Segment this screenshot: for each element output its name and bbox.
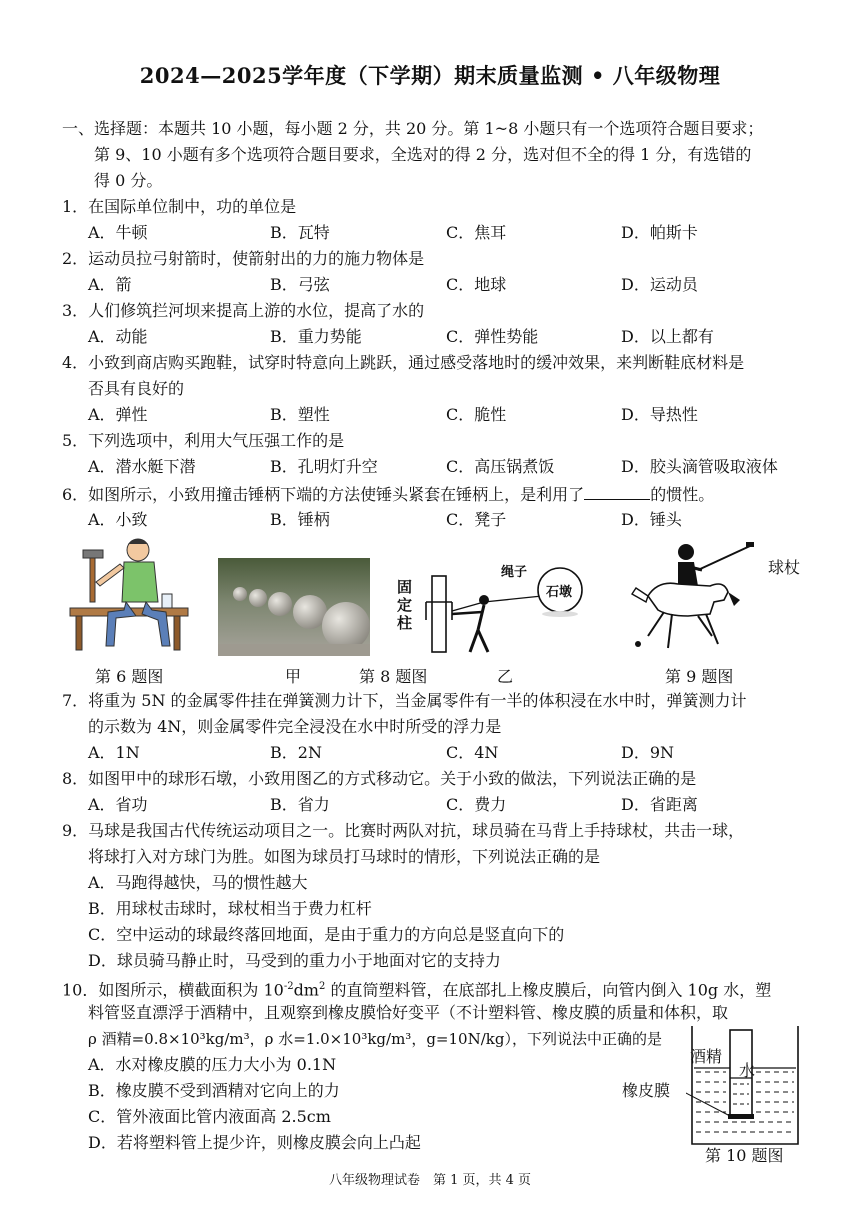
label-water: 水 — [739, 1061, 756, 1080]
q4-option-a[interactable]: A．弹性 — [88, 405, 148, 424]
q6-option-d[interactable]: D．锤头 — [621, 510, 682, 529]
q8-option-a[interactable]: A．省功 — [88, 795, 148, 814]
figure-10-tube-in-alcohol — [686, 1024, 802, 1148]
label-rope: 绳子 — [501, 565, 528, 580]
section-instruction-line3: 得 0 分。 — [94, 171, 163, 190]
q5-option-b[interactable]: B．孔明灯升空 — [270, 457, 378, 476]
q8-option-b[interactable]: B．省力 — [270, 795, 330, 814]
q9-option-b[interactable]: B．用球杖击球时，球杖相当于费力杠杆 — [88, 899, 372, 918]
q5-option-c[interactable]: C．高压锅煮饭 — [446, 457, 555, 476]
q7-stem-line2: 的示数为 4N，则金属零件完全浸没在水中时所受的浮力是 — [88, 717, 502, 736]
section-instruction-line2: 第 9、10 小题有多个选项符合题目要求，全选对的得 2 分，选对但不全的得 1 分，有选错的 — [94, 145, 752, 164]
section-instruction-line1: 一、选择题：本题共 10 小题，每小题 2 分，共 20 分。第 1~8 小题只有一个选项符合题目要求； — [62, 119, 764, 138]
q4-option-c[interactable]: C．脆性 — [446, 405, 507, 424]
q5-stem: 5．下列选项中，利用大气压强工作的是 — [62, 431, 345, 450]
figure-9-polo-rider — [628, 540, 758, 658]
figure-8-stone-balls-photo — [218, 558, 370, 656]
q9-stem-line1: 9．马球是我国古代传统运动项目之一。比赛时两队对抗，球员骑在马背上手持球杖，共击一球， — [62, 821, 745, 840]
fig8-caption: 第 8 题图 — [359, 667, 428, 686]
q6-answer-blank[interactable] — [584, 481, 650, 500]
q10-option-a[interactable]: A．水对橡皮膜的压力大小为 0.1N — [88, 1055, 337, 1074]
label-polo-mallet: 球杖 — [768, 558, 801, 577]
fig10-caption: 第 10 题图 — [705, 1146, 784, 1165]
q6-option-b[interactable]: B．锤柄 — [270, 510, 330, 529]
q5-option-a[interactable]: A．潜水艇下潜 — [88, 457, 196, 476]
q4-option-b[interactable]: B．塑性 — [270, 405, 330, 424]
figure-8-rope-diagram — [392, 556, 602, 660]
q6-option-a[interactable]: A．小致 — [88, 510, 148, 529]
q10-stem-line3: ρ 酒精=0.8×10³kg/m³，ρ 水=1.0×10³kg/m³，g=10N/kg），下列说法中正确的是 — [88, 1030, 662, 1048]
q7-option-a[interactable]: A．1N — [88, 743, 140, 762]
q2-option-c[interactable]: C．地球 — [446, 275, 507, 294]
q10-stem-line1: 10．如图所示，横截面积为 $10^{-2}dm^2$ 的直筒塑料管，在底部扎上橡皮膜后，向管内倒入 10g 水，塑 — [62, 980, 772, 1000]
q3-option-b[interactable]: B．重力势能 — [270, 327, 362, 346]
page-footer: 八年级物理试卷 第 1 页，共 4 页 — [328, 1173, 532, 1188]
q5-option-d[interactable]: D．胶头滴管吸取液体 — [621, 457, 778, 476]
q10-option-c[interactable]: C．管外液面比管内液面高 2.5cm — [88, 1107, 331, 1126]
q9-stem-line2: 将球打入对方球门为胜。如图为球员打马球时的情形，下列说法正确的是 — [88, 847, 601, 866]
q7-option-b[interactable]: B．2N — [270, 743, 322, 762]
q4-option-d[interactable]: D．导热性 — [621, 405, 698, 424]
q1-option-d[interactable]: D．帕斯卡 — [621, 223, 698, 242]
q3-option-a[interactable]: A．动能 — [88, 327, 148, 346]
q4-stem-line1: 4．小致到商店购买跑鞋，试穿时特意向上跳跃，通过感受落地时的缓冲效果，来判断鞋底材料是 — [62, 353, 745, 372]
q3-option-d[interactable]: D．以上都有 — [621, 327, 714, 346]
label-rubber-membrane: 橡皮膜 — [622, 1081, 671, 1100]
q6-stem-part1: 6．如图所示，小致用撞击锤柄下端的方法使锤头紧套在锤柄上，是利用了 — [62, 485, 585, 504]
fig6-caption: 第 6 题图 — [95, 667, 164, 686]
q6-stem-part2: 的惯性。 — [650, 485, 715, 504]
fig8-yi-label: 乙 — [497, 667, 514, 686]
q3-option-c[interactable]: C．弹性势能 — [446, 327, 539, 346]
q2-option-a[interactable]: A．箭 — [88, 275, 132, 294]
q10-stem-line2: 料管竖直漂浮于酒精中，且观察到橡皮膜恰好变平（不计塑料管、橡皮膜的质量和体积，取 — [88, 1003, 729, 1022]
q1-option-b[interactable]: B．瓦特 — [270, 223, 330, 242]
q7-stem-line1: 7．将重为 5N 的金属零件挂在弹簧测力计下，当金属零件有一半的体积浸在水中时，弹簧测力计 — [62, 691, 747, 710]
q9-option-d[interactable]: D．球员骑马静止时，马受到的重力小于地面对它的支持力 — [88, 951, 501, 970]
q4-stem-line2: 否具有良好的 — [88, 379, 185, 398]
q2-option-d[interactable]: D．运动员 — [621, 275, 698, 294]
q1-option-c[interactable]: C．焦耳 — [446, 223, 507, 242]
label-stone: 石墩 — [546, 585, 573, 600]
q6-option-c[interactable]: C．凳子 — [446, 510, 507, 529]
fig9-caption: 第 9 题图 — [665, 667, 734, 686]
fig8-jia-label: 甲 — [285, 667, 302, 686]
q10-option-d[interactable]: D．若将塑料管上提少许，则橡皮膜会向上凸起 — [88, 1133, 421, 1152]
figure-6-person-hammering — [66, 536, 194, 658]
label-fixed-pillar: 固 定 柱 — [397, 578, 413, 632]
q1-stem: 1．在国际单位制中，功的单位是 — [62, 197, 297, 216]
page-title: 2024—2025学年度（下学期）期末质量监测 • 八年级物理 — [139, 63, 721, 88]
q8-stem: 8．如图甲中的球形石墩，小致用图乙的方式移动它。关于小致的做法，下列说法正确的是 — [62, 769, 697, 788]
q1-option-a[interactable]: A．牛顿 — [88, 223, 148, 242]
q8-option-c[interactable]: C．费力 — [446, 795, 507, 814]
q8-option-d[interactable]: D．省距离 — [621, 795, 698, 814]
q2-option-b[interactable]: B．弓弦 — [270, 275, 330, 294]
q3-stem: 3．人们修筑拦河坝来提高上游的水位，提高了水的 — [62, 301, 425, 320]
q2-stem: 2．运动员拉弓射箭时，使箭射出的力的施力物体是 — [62, 249, 425, 268]
q7-option-d[interactable]: D．9N — [621, 743, 675, 762]
q6-stem — [62, 481, 714, 508]
q10-option-b[interactable]: B．橡皮膜不受到酒精对它向上的力 — [88, 1081, 340, 1100]
q7-option-c[interactable]: C．4N — [446, 743, 499, 762]
q9-option-c[interactable]: C．空中运动的球最终落回地面，是由于重力的方向总是竖直向下的 — [88, 925, 565, 944]
q9-option-a[interactable]: A．马跑得越快，马的惯性越大 — [88, 873, 308, 892]
label-alcohol: 酒精 — [690, 1047, 723, 1066]
